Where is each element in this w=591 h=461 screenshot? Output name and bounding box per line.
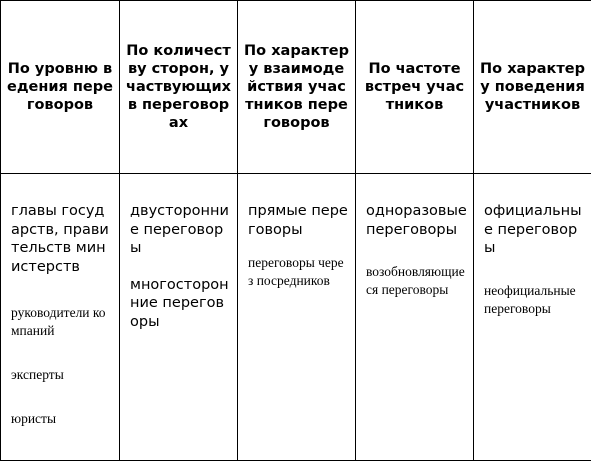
cell-text-sub: эксперты bbox=[11, 367, 64, 382]
cell-text-sub: переговоры через посредников bbox=[248, 255, 344, 288]
header-cell-meeting-frequency: По частоте встреч участников bbox=[356, 1, 474, 174]
cell-text-sub: юристы bbox=[11, 411, 57, 426]
cell-meeting-frequency bbox=[356, 174, 474, 461]
cell-text-main: прямые переговоры bbox=[248, 203, 348, 238]
header-cell-level: По уровню ведения переговоров bbox=[1, 1, 120, 174]
header-cell-parties-count: По количеству сторон, участвующих в переговорах bbox=[120, 1, 238, 174]
cell-parties-count bbox=[120, 174, 238, 461]
cell-text-main: официальные переговоры bbox=[484, 203, 582, 256]
cell-text-sub: неофициальные переговоры bbox=[484, 282, 576, 316]
cell-text-sub: возобновляющиеся переговоры bbox=[366, 264, 465, 297]
header-row bbox=[1, 1, 591, 174]
cell-text-main: многосторонние переговоры bbox=[130, 276, 229, 330]
cell-behavior-type bbox=[474, 174, 591, 461]
cell-text-main: двусторонние переговоры bbox=[130, 203, 229, 256]
header-cell-behavior-type: По характеру поведения участников bbox=[474, 1, 591, 174]
body-row bbox=[1, 174, 591, 461]
cell-level bbox=[1, 174, 120, 461]
cell-text-main: одноразовые переговоры bbox=[366, 203, 467, 238]
cell-text-main: главы государств, правительств министерств bbox=[11, 203, 109, 275]
header-cell-interaction-type: По характеру взаимодействия участников переговоров bbox=[238, 1, 356, 174]
cell-interaction-type bbox=[238, 174, 356, 461]
cell-text-sub: руководители компаний bbox=[11, 305, 106, 338]
